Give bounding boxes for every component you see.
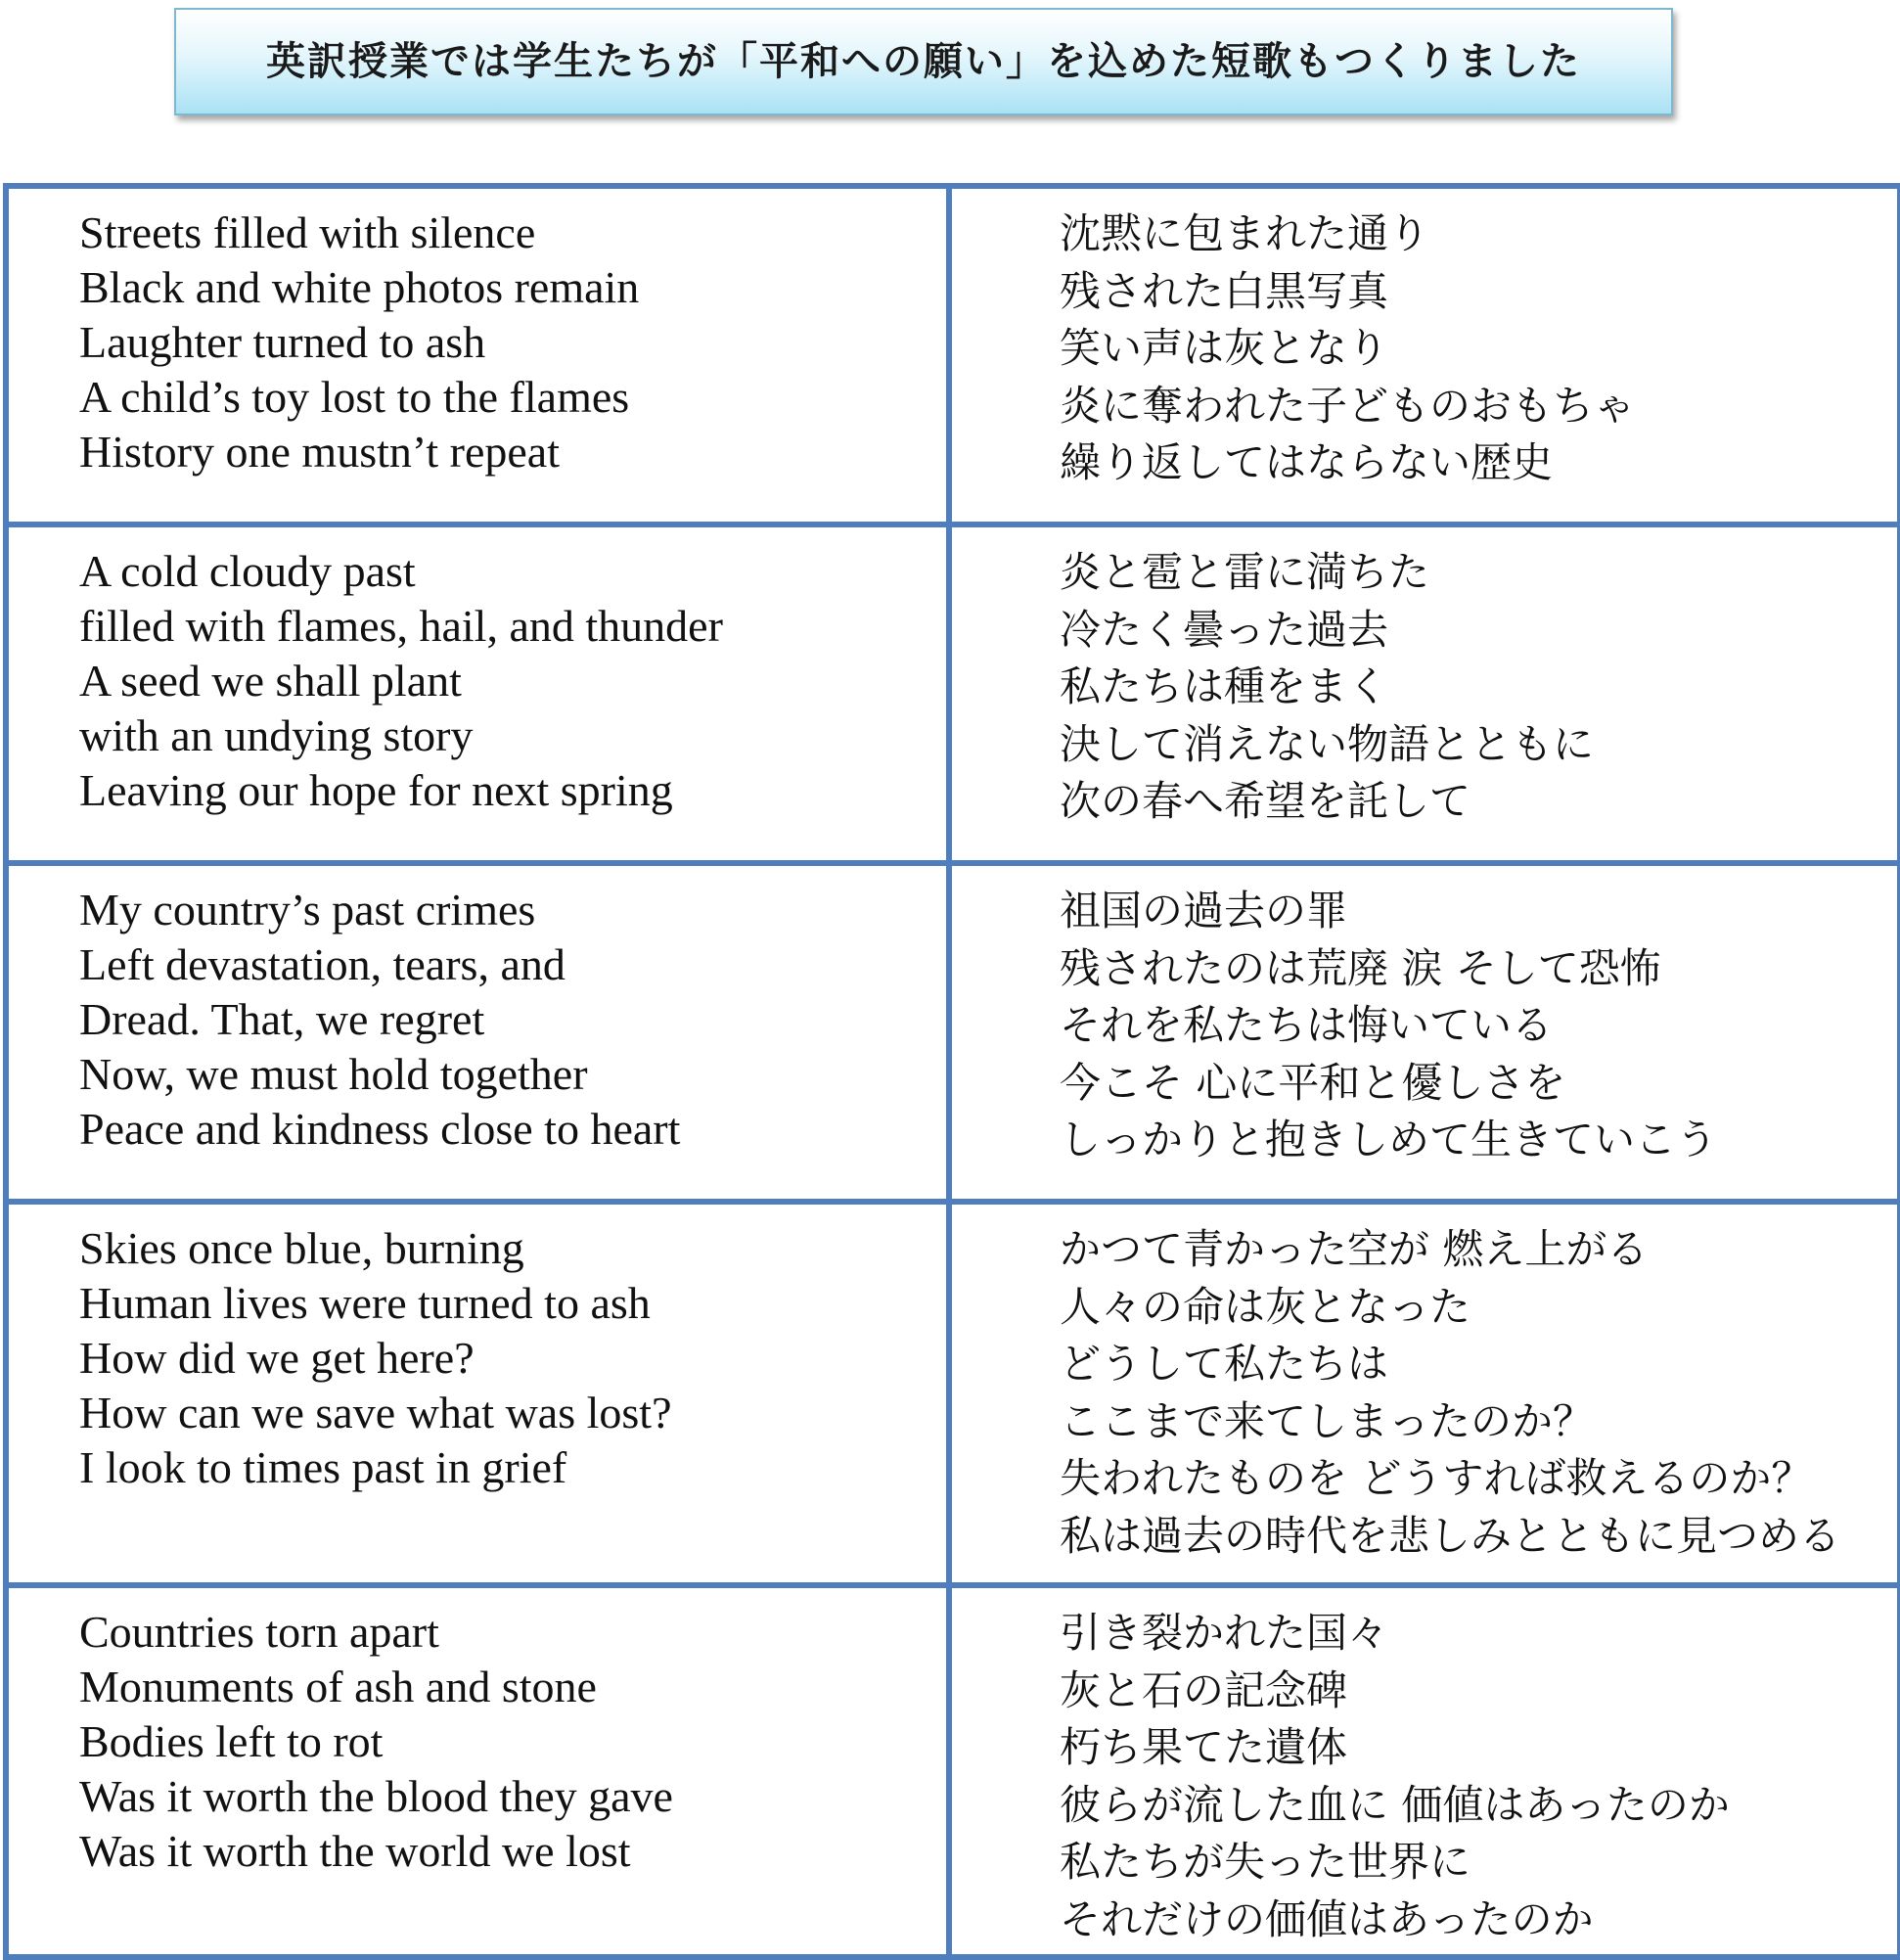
japanese-poem-line: かつて青かった空が 燃え上がる bbox=[1060, 1225, 1649, 1273]
english-poem-line: Monuments of ash and stone bbox=[79, 1662, 597, 1711]
japanese-poem-line: 引き裂かれた国々 bbox=[1060, 1609, 1389, 1657]
japanese-poem-line: 失われたものを どうすれば救えるのか？ bbox=[1060, 1454, 1813, 1502]
english-poem-line: Skies once blue, burning bbox=[79, 1223, 524, 1273]
japanese-poem-line: 人々の命は灰となった bbox=[1060, 1282, 1471, 1331]
english-poem-line: My country’s past crimes bbox=[79, 885, 536, 934]
japanese-poem-cell bbox=[949, 1585, 1900, 1957]
english-poem-cell bbox=[6, 524, 949, 863]
poem-row bbox=[6, 186, 1900, 524]
japanese-poem-line: それを私たちは悔いている bbox=[1060, 1001, 1554, 1049]
japanese-poem-line: どうして私たちは bbox=[1060, 1340, 1389, 1388]
japanese-poem-line: ここまで来てしまったのか？ bbox=[1060, 1396, 1595, 1445]
japanese-poem-cell bbox=[949, 1202, 1900, 1585]
japanese-poem-line: 笑い声は灰となり bbox=[1060, 324, 1389, 372]
japanese-poem-line: 私たちは種をまく bbox=[1060, 662, 1389, 710]
english-poem-line: filled with flames, hail, and thunder bbox=[79, 601, 723, 651]
japanese-poem-line: 繰り返してはならない歴史 bbox=[1060, 438, 1554, 486]
english-poem-line: Now, we must hold together bbox=[79, 1049, 588, 1099]
poem-table-body bbox=[6, 186, 1900, 1957]
poem-row bbox=[6, 863, 1900, 1202]
japanese-poem-line: 朽ち果てた遺体 bbox=[1060, 1723, 1348, 1771]
japanese-poem-line: 炎に奪われた子どものおもちゃ bbox=[1060, 381, 1636, 430]
japanese-poem-cell bbox=[949, 186, 1900, 524]
english-poem-line: with an undying story bbox=[79, 710, 474, 760]
english-poem-line: Was it worth the blood they gave bbox=[79, 1771, 673, 1821]
english-poem-line: A seed we shall plant bbox=[79, 656, 462, 706]
english-poem-line: Peace and kindness close to heart bbox=[79, 1104, 681, 1154]
japanese-poem-line: 今こそ 心に平和と優しさを bbox=[1060, 1058, 1566, 1107]
english-poem-line: Streets filled with silence bbox=[79, 207, 536, 257]
english-poem-cell bbox=[6, 1202, 949, 1585]
japanese-poem-line: 私たちが失った世界に bbox=[1060, 1838, 1471, 1886]
japanese-poem-line: 冷たく曇った過去 bbox=[1060, 605, 1389, 654]
english-poem-line: Left devastation, tears, and bbox=[79, 939, 565, 989]
japanese-poem-line: 炎と雹と雷に満ちた bbox=[1060, 548, 1430, 596]
japanese-poem-line: 決して消えない物語とともに bbox=[1060, 719, 1595, 768]
japanese-poem-line: 祖国の過去の罪 bbox=[1060, 887, 1348, 934]
english-poem-line: Human lives were turned to ash bbox=[79, 1278, 651, 1328]
page-title: 英訳授業では学生たちが「平和への願い」を込めた短歌もつくりました bbox=[266, 38, 1581, 84]
japanese-poem-line: 沈黙に包まれた通り bbox=[1060, 209, 1430, 257]
japanese-poem-line: それだけの価値はあったのか bbox=[1060, 1894, 1594, 1943]
japanese-poem-line: 彼らが流した血に 価値はあったのか bbox=[1060, 1780, 1730, 1829]
japanese-poem-line: しっかりと抱きしめて生きていこう bbox=[1060, 1116, 1718, 1163]
english-poem-line: How can we save what was lost? bbox=[79, 1388, 672, 1437]
japanese-poem-line: 残された白黒写真 bbox=[1060, 266, 1389, 315]
english-poem-line: Black and white photos remain bbox=[79, 262, 640, 312]
english-poem-line: Bodies left to rot bbox=[79, 1716, 384, 1766]
english-poem-line: Laughter turned to ash bbox=[79, 317, 486, 367]
english-poem-cell bbox=[6, 1585, 949, 1957]
english-poem-line: A cold cloudy past bbox=[79, 546, 416, 596]
english-poem-line: Leaving our hope for next spring bbox=[79, 765, 673, 815]
japanese-poem-cell bbox=[949, 863, 1900, 1202]
poem-row bbox=[6, 1202, 1900, 1585]
english-poem-line: Dread. That, we regret bbox=[79, 994, 485, 1044]
english-poem-cell bbox=[6, 186, 949, 524]
japanese-poem-line: 灰と石の記念碑 bbox=[1060, 1665, 1348, 1714]
poem-row bbox=[6, 524, 1900, 863]
poem-row bbox=[6, 1585, 1900, 1957]
poem-table bbox=[3, 183, 1900, 1960]
japanese-poem-line: 私は過去の時代を悲しみとともに見つめる bbox=[1060, 1511, 1841, 1560]
title-banner bbox=[174, 8, 1673, 115]
english-poem-cell bbox=[6, 863, 949, 1202]
english-poem-line: How did we get here? bbox=[79, 1333, 475, 1383]
english-poem-line: I look to times past in grief bbox=[79, 1442, 567, 1492]
english-poem-line: Was it worth the world we lost bbox=[79, 1826, 631, 1876]
english-poem-line: Countries torn apart bbox=[79, 1607, 439, 1657]
english-poem-line: History one mustn’t repeat bbox=[79, 427, 560, 477]
japanese-poem-cell bbox=[949, 524, 1900, 863]
japanese-poem-line: 残されたのは荒廃 涙 そして恐怖 bbox=[1060, 943, 1661, 992]
japanese-poem-line: 次の春へ希望を託して bbox=[1060, 777, 1471, 825]
english-poem-line: A child’s toy lost to the flames bbox=[79, 372, 630, 422]
